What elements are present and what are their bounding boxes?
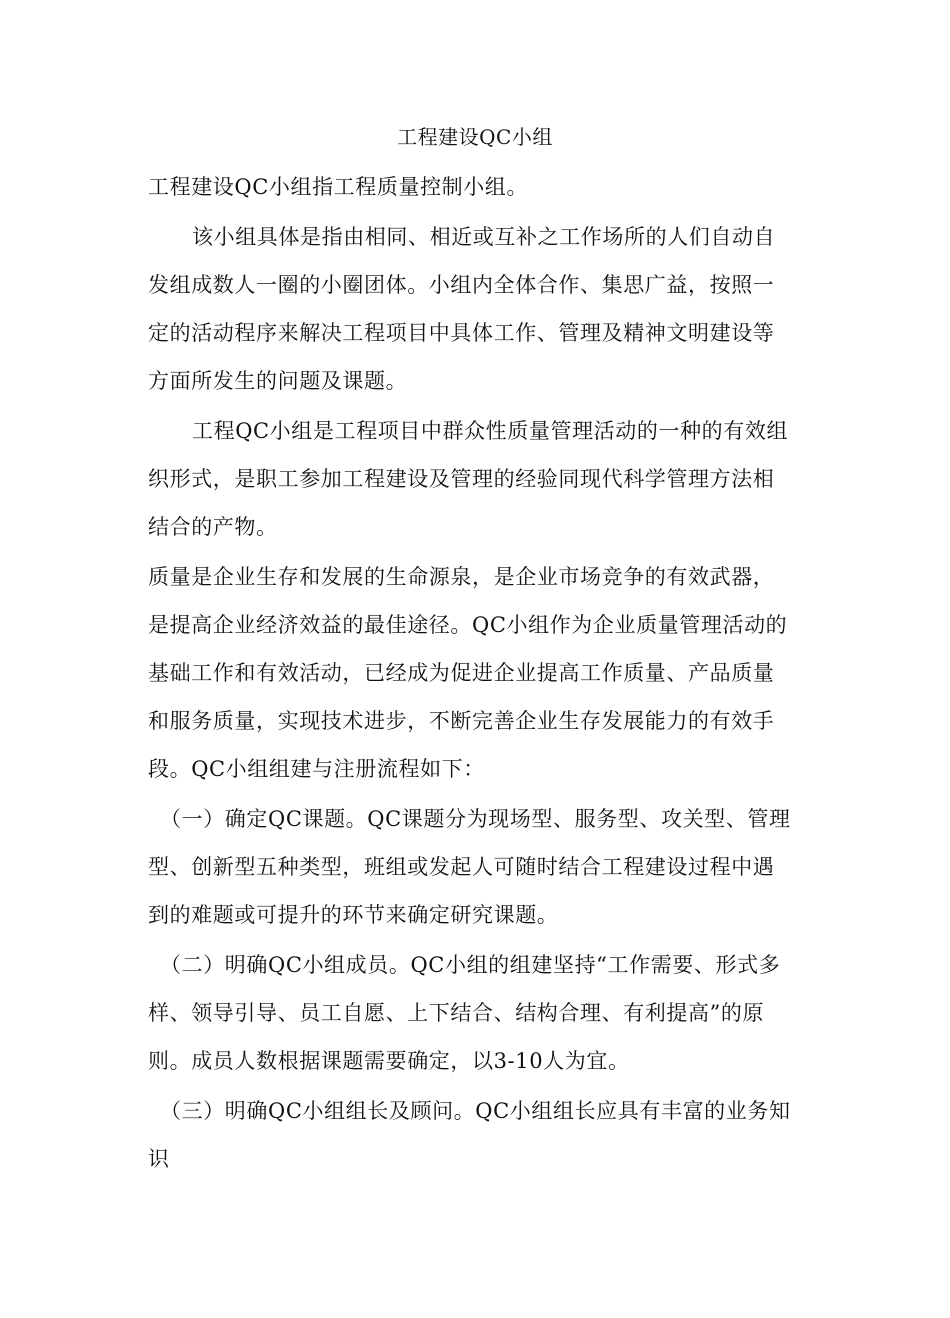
text-line: 该小组具体是指由相同、相近或互补之工作场所的人们自动自 (192, 225, 776, 249)
text-line: 段。QC小组组建与注册流程如下： (148, 757, 485, 781)
text-line: 和服务质量，实现技术进步，不断完善企业生存发展能力的有效手 (148, 709, 775, 733)
text-line: 质量是企业生存和发展的生命源泉，是企业市场竞争的有效武器， (148, 565, 775, 589)
text-line: 是提高企业经济效益的最佳途径。QC小组作为企业质量管理活动的 (148, 613, 788, 637)
text-line: 到的难题或可提升的环节来确定研究课题。 (148, 903, 559, 927)
text-line: （一）确定QC课题。QC课题分为现场型、服务型、攻关型、管理 (160, 807, 791, 831)
text-line: 则。成员人数根据课题需要确定，以3-10人为宜。 (148, 1049, 630, 1073)
text-line: 样、领导引导、员工自愿、上下结合、结构合理、有利提高”的原 (148, 1001, 765, 1025)
text-line: （二）明确QC小组成员。QC小组的组建坚持“工作需要、形式多 (160, 953, 781, 977)
text-line: 基础工作和有效活动，已经成为促进企业提高工作质量、产品质量 (148, 661, 775, 685)
text-line: 织形式，是职工参加工程建设及管理的经验同现代科学管理方法相 (148, 467, 775, 491)
text-line: 方面所发生的问题及课题。 (148, 369, 408, 393)
text-line: 工程建设QC小组指工程质量控制小组。 (148, 175, 529, 199)
text-line: 发组成数人一圈的小圈团体。小组内全体合作、集思广益，按照一 (148, 273, 775, 297)
text-line: 结合的产物。 (148, 515, 278, 539)
document-title: 工程建设QC小组 (397, 125, 553, 149)
text-line: 识 (148, 1147, 170, 1171)
text-line: 定的活动程序来解决工程项目中具体工作、管理及精神文明建设等 (148, 321, 775, 345)
text-line: 型、创新型五种类型，班组或发起人可随时结合工程建设过程中遇 (148, 855, 775, 879)
text-line: 工程QC小组是工程项目中群众性质量管理活动的一种的有效组 (192, 419, 789, 443)
text-line: （三）明确QC小组组长及顾问。QC小组组长应具有丰富的业务知 (160, 1099, 791, 1123)
